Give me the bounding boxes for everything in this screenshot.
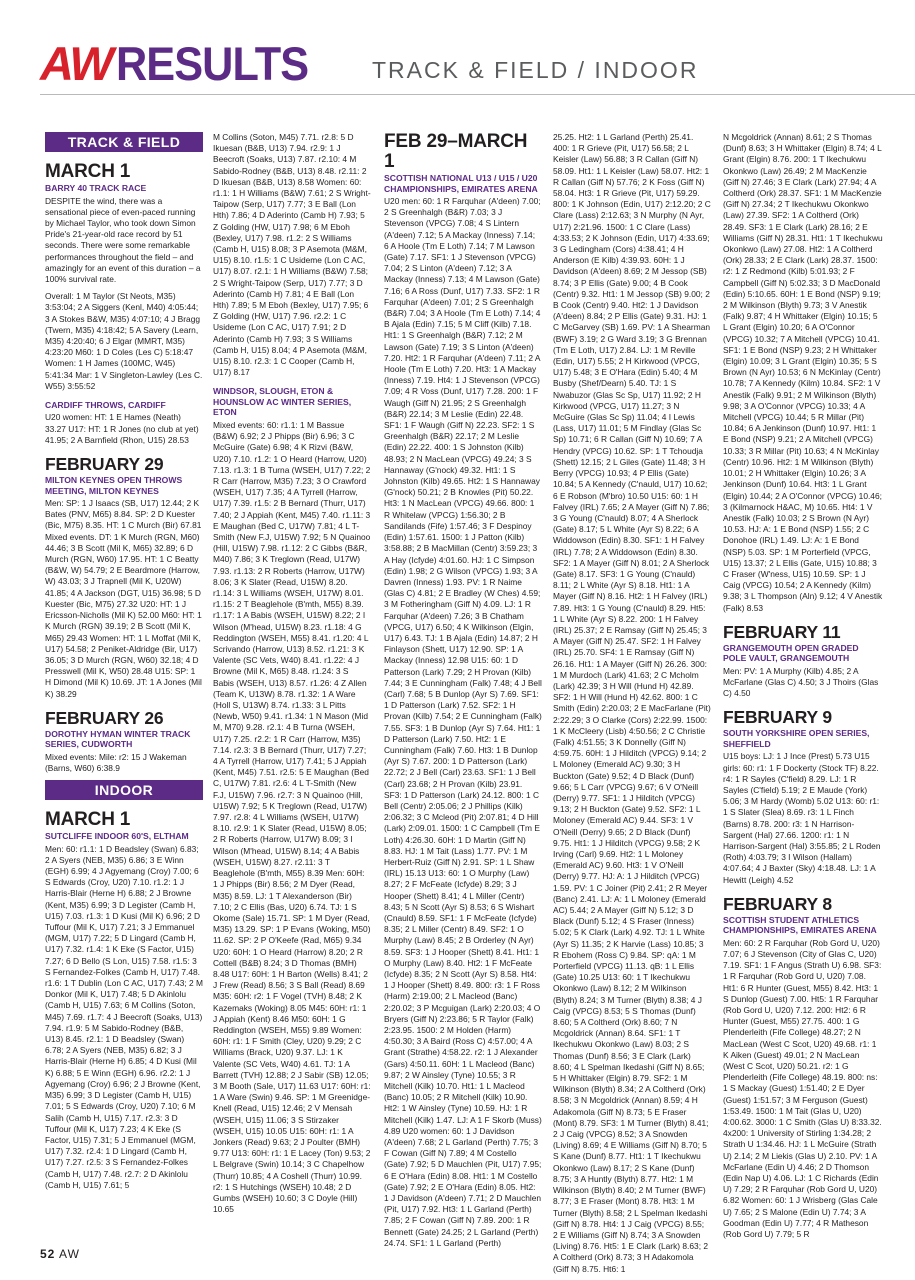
section-title: TRACK & FIELD / INDOOR xyxy=(372,57,699,83)
event-title: BARRY 40 TRACK RACE xyxy=(45,183,147,193)
date-heading: FEBRUARY 8 xyxy=(723,893,832,914)
page-folio xyxy=(40,1247,80,1261)
date-heading: FEBRUARY 26 xyxy=(45,707,164,728)
band-indoor: INDOOR xyxy=(45,780,203,800)
header-divider xyxy=(40,94,915,95)
column-4 xyxy=(553,132,711,1274)
event-results-continued: N Mcgoldrick (Annan) 8.61; 2 S Thomas (Dunf) 8.63; 3 H Whittaker (Elgin) 8.74; 4 L Grant (Elgin) 8.76. 200: 1 T Ikechukwu Okonkwo (Law) 26.49; 2 M MacKenzie (Giff N) 27.46; 3 E Clark (Lark) 27.94; 4 A Coltherd (Ork) 28.37. SF1: 1 M MacKenzie (Giff N) 27.34; 2 T Ikechukwu Okonkwo (Law) 27.39. SF2: 1 A Coltherd (Ork) 28.49. SF3: 1 E Clark (Lark) 28.16; 2 E Williams (Giff N) 28.31. Ht1: 1 T Ikechukwu Okonkwo (Law) 27.08. Ht2: 1 A Coltherd (Ork) 28.33; 2 E Clark (Lark) 28.37. 1500: r2: 1 Z Redmond (Kilb) 5:01.93; 2 F Campbell (Giff N) 5:02.33; 3 D MacDonald (Edin) 5:10.65. 60H: 1 E Bond (NSP) 9.19; 2 M Wilkinson (Blyth) 9.73; 3 V Anestik (Falk) 9.87; 4 H Whittaker (Elgin) 10.15; 5 L Grant (Elgin) 10.20; 6 A O'Connor (VPCG) 10.32; 7 A Mitchell (VPCG) 10.41. SF1: 1 E Bond (NSP) 9.23; 2 H Whittaker (Elgin) 10.09; 3 L Grant (Elgin) 10.35; 5 S Brown (N Ayr) 10.53; 6 N McKinlay (Centr) 10.78; 7 A Kennedy (Kilm) 10.84. SF2: 1 V Anestik (Falk) 9.91; 2 M Wilkinson (Blyth) 9.98; 3 A O'Connor (VPCG) 10.33; 4 A Mitchell (VPCG) 10.44; 5 R Millar (Pit) 10.84; 6 A Jenkinson (Dunf) 10.97. Ht1: 1 E Bond (NSP) 9.21; 2 A Mitchell (VPCG) 10.33; 3 R Millar (Pit) 10.63; 4 N McKinlay (Centr) 10.96. Ht2: 1 M Wilkinson (Blyth) 10.01; 2 H Whittaker (Elgin) 10.26; 3 A Jenkinson (Dunf) 10.64. Ht3: 1 L Grant (Elgin) 10.44; 2 A O'Connor (VPCG) 10.46; 3 (Kilmarnock H&AC, M) 10.65. Ht4: 1 V Anestik (Falk) 10.03; 2 S Brown (N Ayr) 10.53. HJ: A: 1 E Bond (NSP) 1.55; 2 C Donohoe (IRL) 1.49. LJ: A: 1 E Bond (NSP) 5.03. SP: 1 M Porterfield (VPCG, U15) 13.37; 2 L Ellis (Gate, U15) 10.88; 3 C Fraser (W'ness, U15) 10.59. SP: 1 J Caig (VPCG) 10.54; 2 A Kennedy (Kilm) 9.38; 3 L Thompson (Aln) 9.12; 4 V Anestik (Falk) 8.53 xyxy=(723,132,883,613)
band-track-field: TRACK & FIELD xyxy=(45,132,203,152)
page-number: 52 xyxy=(40,1247,56,1261)
event-title: SCOTTISH STUDENT ATHLETICS CHAMPIONSHIPS, EMIRATES ARENA xyxy=(723,914,877,936)
column-5 xyxy=(723,132,883,1242)
logo-results: RESULTS xyxy=(115,37,308,90)
event-results: Overall: 1 M Taylor (St Neots, M35) 3:53:04; 2 A Siggers (Kenl, M40) 4:05:44; 3 A Stokes B&W, M35) 4:07:10; 4 J Bragg (Twern, M35) 4:18:42; 5 A Savery (Learn, M35) 4:20:40; 6 J Elgar (MMRT, M35) 4:23:20 M60: 1 D Coles (Les C) 5:18:47 Women: 1 H James (100MC, W45) 5:41:34 Mar: 1 V Singleton-Lawley (Les C. W55) 3:55:52 xyxy=(45,291,203,391)
column-1 xyxy=(45,132,203,1242)
event-results: U20 men: 60: 1 R Farquhar (A'deen) 7.00; 2 S Greenhalgh (B&R) 7.03; 3 J Stevenson (VPCG) 7.08; 4 S Lintern (A'deen) 7.12; 5 A Mackay (Inness) 7.14; 6 A Hoole (Tm E Loth) 7.14; 7 M Lawson (Gate) 7.17. SF1: 1 J Stevenson (VPCG) 7.04; 2 S Linton (A'deen) 7.12; 3 A Mackay (Inness) 7.13; 4 M Lawson (Gate) 7.16; 6 A Ross (Dunf, U17) 7.33. SF2: 1 R Farquhar (A'deen) 7.01; 2 S Greenhalgh (B&R) 7.04; 3 A Hoole (Tm E Loth) 7.14; 4 B Ajala (Edin) 7.15; 5 M Cliff (Kilb) 7.18. Ht1: 1 S Greenhalgh (B&R) 7.12; 2 M Lawson (Gate) 7.19; 3 S Linton (A'deen) 7.20. Ht2: 1 R Farquhar (A'deen) 7.11; 2 A Hoole (Tm E Loth) 7.20. Ht3: 1 A Mackay (Inness) 7.19. Ht4: 1 J Stevenson (VPCG) 7.09; 4 R Voss (Dunf, U17) 7.28. 200: 1 F Waugh (Giff N) 21.95; 2 S Greenhalgh (B&R) 22.14; 3 M Leslie (Edin) 22.48. SF1: 1 F Waugh (Giff N) 22.23. SF2: 1 S Greenhalgh (B&R) 22.17; 2 M Leslie (Edin) 22.22. 400: 1 S Johnston (Kilb) 48.93; 2 N MacLean (VPCG) 49.24; 3 S Hannaway (G'nock) 49.32. Ht1: 1 S Johnston (Kilb) 49.65. Ht2: 1 S Hannaway (G'nock) 50.21; 2 B Knowles (Pit) 50.22. Ht3: 1 N MacLean (VPCG) 49.66. 800: 1 R Whitelaw (VPCG) 1:56.30; 2 B Sandilands (Fife) 1:57.46; 3 F Despinoy (Edin) 1:57.61. 1500: 1 J Patton (Kilb) 3:58.88; 2 B MacMillan (Centr) 3:59.23; 3 A Hay (Icfyde) 4:01.60. HJ: 1 C Simpson (Edin) 1.98; 2 G Wilson (VPCG) 1.93; 3 A Davren (Inness) 1.93. PV: 1 R Naime (Glas C) 4.81; 2 E Bradley (W Ches) 4.59; 3 M Fotheringham (Giff N) 4.09. LJ: 1 R Farquhar (A'deen) 7.26; 3 B Chatham (VPCG, U17) 6.50; 4 K Wilkinson (Elgin, U17) 6.43. TJ: 1 B Ajala (Edin) 14.87; 2 H Finlayson (Shett, U17) 12.90. SP: 1 A Mackay (Inness) 12.98 U15: 60: 1 D Patterson (Lark) 7.29; 2 H Provan (Kilb) 7.44; 3 E Cunningham (Falk) 7.48; 4 J Bell (Carl) 7.68; 5 B Dunlop (Ayr S) 7.69. SF1: 1 D Patterson (Lark) 7.52. SF2: 1 H Provan (Kilb) 7.54; 2 E Cunningham (Falk) 7.55. SF3: 1 B Dunlop (Ayr S) 7.64. Ht1: 1 D Patterson (Lark) 7.50. Ht2: 1 E Cunningham (Falk) 7.60. Ht3: 1 B Dunlop (Ayr S) 7.67. 200: 1 D Patterson (Lark) 22.72; 2 J Bell (Carl) 23.63. SF1: 1 J Bell (Carl) 23.68; 2 H Provan (Kilb) 23.91. SF3: 1 D Patterson (Lark) 24.12. 800: 1 C Bell (Centr) 2:05.06; 2 J Phillips (Kilk) 2:06.32; 3 C Mcleod (Pit) 2:07.81; 4 D Hill (Lark) 2:09.01. 1500: 1 C Campbell (Tm E Loth) 4:26.30. 60H: 1 D Martin (Giff N) 8.83. HJ: 1 M Tait (Lass) 1.77. PV: 1 M Herbert-Ruiz (Giff N) 2.91. SP: 1 L Shaw (IRL) 15.13 U13: 60: 1 O Murphy (Law) 8.27; 2 F McFeate (Icfyde) 8.29; 3 J Hooper (Shett) 8.41; 4 L Miller (Centr) 8.43; 5 N Scott (Ayr S) 8.53; 6 S Wishart (Cnauld) 8.59. SF1: 1 F McFeate (Icfyde) 8.35; 2 L Miller (Centr) 8.49. SF2: 1 O Murphy (Law) 8.45; 2 B Orderley (N Ayr) 8.59. SF3: 1 J Hooper (Shett) 8.41. Ht1: 1 O Murphy (Law) 8.40. Ht2: 1 F McFeate (Icfyde) 8.35; 2 N Scott (Ayr S) 8.58. Ht4: 1 J Hooper (Shett) 8.49. 800: r3: 1 F Ross (Harm) 2:19.00; 2 L Macleod (Banc) 2:20.02; 3 P Mcguigan (Lark) 2:20.03; 4 O Bryers (Giff N) 2:23.86; 5 R Taylor (Falk) 2:23.95. 1500: 2 M Holden (Harm) 4:50.30; 3 A Baird (Ross C) 4:57.00; 4 A Grant (Strathe) 4:58.22. r2: 1 J Alexander (Gars) 4:50.11. 60H: 1 L Macleod (Banc) 9.87; 2 W Ainsley (Tyne) 10.55; 3 R Mitchell (Kilk) 10.70. Ht1: 1 L Macleod (Banc) 10.05; 2 R Mitchell (Kilk) 10.90. Ht2: 1 W Ainsley (Tyne) 10.59. HJ: 1 R Mitchell (Kilk) 1.47. LJ: A 1 F Skorb (Muss) 4.89 U20 women: 60: 1 J Davidson (A'deen) 7.68; 2 L Garland (Perth) 7.75; 3 F Cowan (Giff N) 7.89; 4 M Costello (Gate) 7.92; 5 D Mauchlen (Pit, U17) 7.95; 6 E O'Hara (Edin) 8.08. Ht1: 1 M Costello (Gate) 7.92; 2 E O'Hara (Edin) 8.05. Ht2: 1 J Davidson (A'deen) 7.71; 2 D Mauchlen (Pit, U17) 7.92. Ht3: 1 L Garland (Perth) 7.85; 2 F Cowan (Giff N) 7.89. 200: 1 R Bennett (Gate) 24.25; 2 L Garland (Perth) 24.74. SF1: 1 L Garland (Perth) xyxy=(384,196,542,1248)
event-title: SCOTTISH NATIONAL U13 / U15 / U20 CHAMPIONSHIPS, EMIRATES ARENA xyxy=(384,173,538,194)
event-results: Men: SP: 1 J Isaacs (SB, U17) 12.44; 2 K Bates (PNV, M65) 8.84. SP: 2 D Kuester (Bic, M75) 8.35. HT: 1 C Murch (Bir) 67.81 Mixed events. DT: 1 K Murch (RGN, M60) 44.46; 3 B Scott (Mil K, M65) 32.89; 6 D Murch (RGN, W60) 17.95. HT: 1 C Beatty (B&W, W) 54.79; 2 E Beardmore (Harrow, W) 43.03; 3 J Trapnell (Mil K, U20W) 41.85; 4 A Jackson (DGT, U15) 36.98; 5 D Kuester (Bic, M75) 27.32 U20: HT: 1 J Ericsson-Nicholls (Mil K) 52.00 M60: HT: 1 K Murch (RGN) 39.19; 2 B Scott (Mil K, M65) 29.43 Women: HT: 1 L Moffat (Mil K, U17) 54.58; 2 Peniket-Aldridge (Bir, U17) 36.05; 3 D Murch (RGN, W60) 32.18; 4 D Presswell (Mil K, W50) 28.48 U15: SP: 1 H Dimond (Mil K) 10.69. JT: 1 A Jones (Mil K) 38.29 xyxy=(45,498,202,699)
event-results: Men: 60: r1.1: 1 D Beadsley (Swan) 6.83; 2 A Syers (NEB, M35) 6.86; 3 E Winn (EGH) 6.99; 4 J Agyemang (Croy) 7.00; 6 S Edwards (Croy, U20) 7.10. r1.2: 1 J Harris-Blair (Herne H) 6.88; 2 J Browne (Kent, M35) 6.99; 3 D Legister (Camb H, U15) 7.03. r1.3: 1 D Kusi (Mil K) 6.96; 2 D Tuffour (Mil K, U17) 7.21; 3 J Emmanuel (MGM, U17) 7.22; 5 D Lingard (Camb H, U17) 7.32. r1.4: 1 K Eke (S Factor, U15) 7.27; 6 D Bello (S Lon, U15) 7.58. r1.5: 3 S Fernandez-Folkes (Camb H, U17) 7.48. r1.6: 1 T Dublin (Lon C AC, U17) 7.43; 2 M Donkor (Mil K, U17) 7.48; 5 D Akinlolu (Camb H, U15) 7.63; 6 M Collins (Soton, M45) 7.69. r1.7: 4 J Beecroft (Soaks, U13) 7.94. r1.9: 5 M Sabido-Rodney (B&B, U13) 8.45. r2.1: 1 D Beadsley (Swan) 6.78; 2 A Syers (NEB, M35) 6.82; 3 J Harris-Blair (Herne H) 6.85; 4 D Kusi (Mil K) 6.88; 5 E Winn (EGH) 6.96. r2.2: 1 J Agyemang (Croy) 6.96; 2 J Browne (Kent, M35) 6.99; 3 D Legister (Camb H, U15) 7.01; 5 S Edwards (Croy, U20) 7.10; 6 M Salih (Camb H, U15) 7.17. r2.3: 3 D Tuffour (Mil K, U17) 7.23; 4 K Eke (S Factor, U15) 7.31; 5 J Emmanuel (MGM, U17) 7.32. r2.4: 1 D Lingard (Camb H, U17) 7.27. r2.5: 3 S Fernandez-Folkes (Camb H, U17) 7.48. r2.7: 2 D Akinlolu (Camb H, U15) 7.61; 5 xyxy=(45,843,203,1190)
event-results: Men: PV: 1 A Murphy (Kilb) 4.85; 2 A McFarlane (Glas C) 4.50; 3 J Thoirs (Glas C) 4.50 xyxy=(723,665,879,699)
event-results: Men: 60: 2 R Farquhar (Rob Gord U, U20) 7.07; 6 J Stevenson (City of Glas C, U20) 7.19. SF1: 1 F Angus (Strath U) 6.98. SF3: 1 R Farquhar (Rob Gord U, U20) 7.08. Ht1: 6 R Hunter (Guest, M55) 8.42. Ht3: 1 S Dunlop (Guest) 7.00. Ht5: 1 R Farquhar (Rob Gord U, U20) 7.12. 200: Ht2: 6 R Hunter (Guest, M55) 27.75. 400: 1 G Plenderleith (Fife College) 48.27; 2 N MacLean (West C Scot, U20) 49.68. r1: 1 K Aiken (Guest) 49.01; 2 N MacLean (West C Scot, U20) 50.21. r2: 1 G Plenderleith (Fife College) 48.19. 800: ns: 1 S Mackay (Guest) 1:51.40; 2 E Dyer (Guest) 1:51.57; 3 M Ferguson (Guest) 1:53.49. 1500: 1 M Tait (Glas U, U20) 4:00.62. 3000: 1 C Smith (Glas U) 8:33.32. 4x200: 1 University of Stirling 1:34.28; 2 Strath U 1:34.46. HJ: 1 L McGuire (Strath U) 2.14; 2 M Liekis (Glas U) 2.10. PV: 1 A McFarlane (Edin U) 4.46; 2 D Thomson (Edin Nap U) 4.06. LJ: 1 C Richards (Edin U) 7.29; 2 R Farquhar (Rob Gord U, U20) 6.82 Women: 60: 1 J Wrisberg (Glas Cale U) 7.65; 2 S Malone (Edin U) 7.74; 3 A Goodman (Edin U) 7.77; 4 R Matheson (Rob Gord U) 7.79; 5 R xyxy=(723,937,882,1240)
date-heading: FEB 29–MARCH 1 xyxy=(384,131,528,172)
column-2 xyxy=(213,132,371,1242)
date-heading: FEBRUARY 29 xyxy=(45,454,164,475)
event-results: Mixed events: 60: r1.1: 1 M Bassue (B&W) 6.92; 2 J Phipps (Bir) 6.96; 3 C McGuire (Gate) 6.98; 4 K Rizvi (B&W, U20) 7.10. r1.2: 1 O Heard (Harrow, U20) 7.13. r1.3: 1 B Turna (WSEH, U17) 7.22; 2 R Carr (Harrow, M35) 7.23; 3 O Crawford (WSEH, U17) 7.35; 4 A Tyrrell (Harrow, U17) 7.39. r1.5: 2 B Bernard (Thurr, U17) 7.40; 2 J Appiah (Kent, M45) 7.40. r1.11: 3 E Maughan (Bed C, U17W) 7.81; 4 L T-Smith (New F.J, U15W) 7.92; 5 N Quainoo (Hill, U15W) 7.98. r1.12: 2 C Gibbs (B&R, M40) 7.86; 3 K Treglown (Read, U17W) 7.93. r1.13: 2 R Roberts (Harrow, U17W) 8.06; 3 K Slater (Read, U15W) 8.20. r1.14: 3 L Williams (WSEH, U17W) 8.01. r1.15: 2 T Beaglehole (B'mth, M55) 8.39. r1.17: 1 A Babis (WSEH, U15W) 8.22; 2 I Wilson (M'head, U15W) 8.23. r1.18: 4 G Reddington (WSEH, M55) 8.41. r1.20: 4 L Scrivando (Harrow, U13) 8.52. r1.21: 3 K Valente (SC Vets, W40) 8.41. r1.22: 4 J Browne (Mil K, M65) 8.48. r1.24: 3 S Babis (WSEH, U13) 8.57. r1.26: 4 Z Allen (Team K, U13W) 8.78. r1.32: 1 A Ware (Holl S, U13W) 8.74. r1.33: 3 L Pitts (Newb, W50) 9.41. r1.34: 1 N Mason (Mid M, M70) 9.28. r2.1: 4 B Turna (WSEH, U17) 7.25. r2.2: 1 R Carr (Harrow, M35) 7.14. r2.3: 3 B Bernard (Thurr, U17) 7.27; 4 A Tyrrell (Harrow, U17) 7.41; 5 J Appiah (Kent, M45) 7.51. r2.5: 5 E Maughan (Bed C, U17W) 7.81. r2.6: 4 L T-Smith (New F.J, U15W) 7.96. r2.7: 3 N Quainoo (Hill, U15W) 7.92; 5 K Treglown (Read, U17W) 7.97. r2.8: 4 L Williams (WSEH, U17W) 8.10. r2.9: 1 K Slater (Read, U15W) 8.05; 2 R Roberts (Harrow, U17W) 8.09; 3 I Wilson (M'head, U15W) 8.14; 4 A Babis (WSEH, U15W) 8.27. r2.11: 3 T Beaglehole (B'mth, M55) 8.39 Men: 60H: 1 J Phipps (Bir) 8.56; 2 M Dyer (Read, M35) 8.59. LJ: 1 T Alexanderson (Bir) 7.10; 2 C Ellis (Bas, U20) 6.74. TJ: 1 S Okome (Sale) 15.71. SP: 1 M Dyer (Read, M35) 13.29. SP: 1 P Evans (Woking, M50) 11.62. SP: 2 P O'Keefe (Rad, M65) 9.34 U20: 60H: 1 O Heard (Harrow) 8.20; 2 R Cottell (B&B) 8.24; 3 D Thomas (BMH) 8.48 U17: 60H: 1 H Barton (Wells) 8.41; 2 J Frew (Read) 8.56; 3 S Ball (Read) 8.69 M35: 60H: r2: 1 F Vogel (TVH) 8.48; 2 K Kazemaks (Woking) 8.05 M45: 60H: r1: 1 J Appiah (Kent) 8.46 M50: 60H: 1 G Reddington (WSEH, M55) 9.89 Women: 60H: r1: 1 F Smith (Cley, U20) 9.29; 2 C Williams (Brack, U20) 9.37. LJ: 1 K Valente (SC Vets, W40) 4.61. TJ: 1 A Barrett (TVH) 12.88; 2 J Sabir (SB) 12.05; 3 M Booth (Sale, U17) 11.63 U17: 60H: r1: 1 A Ware (Swin) 9.46. SP: 1 M Greenidge-Knell (Read, U15) 12.46; 2 V Mensah (WSEH, U15) 11.06; 3 S Stirzaker (WSEH, U15) 10.05 U15: 60H: r1: 1 A Jonkers (Read) 9.63; 2 J Poulter (BMH) 9.77 U13: 60H: r1: 1 E Lacey (Ton) 9.53; 2 L Belgrave (Swin) 10.14; 3 C Chapelhow (Thurr) 10.85; 4 A Coshell (Thurr) 10.99. r2: 1 S Hutchings (WSEH) 10.48; 2 D Gumbs (WSEH) 10.60; 3 C Doyle (Hill) 10.65 xyxy=(213,419,371,1215)
event-title: WINDSOR, SLOUGH, ETON & HOUNSLOW AC WINTER SERIES, ETON xyxy=(213,386,352,418)
aw-results-logo xyxy=(40,37,325,90)
event-results-continued: M Collins (Soton, M45) 7.71. r2.8: 5 D Ikuesan (B&B, U13) 7.94. r2.9: 1 J Beecroft (Soaks, U13) 7.87. r2.10: 4 M Sabido-Rodney (B&B, U13) 8.48. r2.11: 2 D Ikuesan (B&B, U13) 8.58 Women: 60: r1.1: 1 H Williams (B&W) 7.61; 2 S Wright-Taipow (Serp, U17) 7.77; 3 E Ball (Lon Hth) 7.86; 4 D Aderinto (Camb H) 7.93; 5 Z Golding (HW, U17) 7.98; 6 M Eboh (Bexley, U17) 7.98. r1.2: 2 S Williams (Camb H, U15) 8.08; 3 P Asemota (M&M, U15) 8.10. r1.5: 1 C Usideme (Lon C AC, U17) 8.07. r2.1: 1 H Williams (B&W) 7.58; 2 S Wright-Taipow (Serp, U17) 7.77; 3 D Aderinto (Camb H) 7.81; 4 E Ball (Lon Hth) 7.89; 5 M Eboh (Bexley, U17) 7.95; 6 Z Golding (HW, U17) 7.96. r2.2: 1 C Usideme (Lon C AC, U17) 7.91; 2 D Aderinto (Camb H) 7.93; 3 S Williams (Camb H, U15) 8.04; 4 P Asemota (M&M, U15) 8.10. r2.3: 1 C Cooper (Camb H, U17) 8.17 xyxy=(213,132,371,378)
page-header xyxy=(0,0,915,110)
event-results-continued: 25.25. Ht2: 1 L Garland (Perth) 25.41. 400: 1 R Grieve (Pit, U17) 56.58; 2 L Keisler (Law) 56.88; 3 R Callan (Giff N) 58.09. Ht1: 1 L Keisler (Law) 58.07. Ht2: 1 R Callan (Giff N) 57.76; 2 K Foss (Giff N) 58.04. Ht3: 1 R Grieve (Pit, U17) 59.29. 800: 1 K Johnson (Edin, U17) 2:12.20; 2 C Clare (Lass) 2:12.63; 3 N Murphy (N Ayr, U17) 2:21.96. 1500: 1 C Clare (Lass) 4:33.53; 2 K Johnson (Edin, U17) 4:33.69; 3 G Ledingham (Cors) 4:38.41; 4 H Anderson (E Kilb) 4:39.93. 60H: 1 J Davidson (A'deen) 8.69; 2 M Jessop (SB) 8.74; 3 P Ellis (Gate) 9.00; 4 B Cook (Centr) 9.32. Ht1: 1 M Jessop (SB) 9.00; 2 B Cook (Centr) 9.40. Ht2: 1 J Davidson (A'deen) 8.84; 2 P Ellis (Gate) 9.31. HJ: 1 C McGarvey (SB) 1.69. PV: 1 A Shearman (BWF) 3.19; 2 G Ward 3.19; 3 G Brennan (Tm E Loth, U17) 2.84. LJ: 1 M Reville (Edin, U17) 5.55; 2 H Kirkwood (VPCG, U17) 5.48; 3 E O'Hara (Edin) 5.40; 4 M Busby (Shef/Dearn) 5.40. TJ: 1 S Nwabuzor (Glas Sc Sp, U17) 11.92; 2 H Kirkwood (VPCG, U17) 11.27; 3 N McGuire (Glas Sc Sp) 11.04; 4 I Lewis (Lass, U17) 11.01; 5 M Findlay (Glas Sc Sp) 10.71; 6 R Callan (Giff N) 10.69; 7 A Hendry (VPCG) 10.62. SP: 1 T Tchoudja (Shett) 12.15; 2 L Giles (Gate) 11.48; 3 H Berry (VPCG) 10.93; 4 P Ellis (Gate) 10.84; 5 A Kennedy (C'nauld, U17) 10.62; 6 E Robson (M'bro) 10.50 U15: 60: 1 H Falvey (IRL) 7.65; 2 A Mayer (Giff N) 7.86; 3 G Young (C'nauld) 8.07; 4 A Sherlock (Gate) 8.17; 5 L White (Ayr S) 8.22; 6 A Widdowson (Edin) 8.30. SF1: 1 H Falvey (IRL) 7.78; 2 A Widdowson (Edin) 8.30. SF2: 1 A Mayer (Giff N) 8.01; 2 A Sherlock (Gate) 8.17. SF3: 1 G Young (C'nauld) 8.11; 2 L White (Ayr S) 8.18. Ht1: 1 A Mayer (Giff N) 8.16. Ht2: 1 H Falvey (IRL) 7.89. Ht3: 1 G Young (C'nauld) 8.29. Ht5: 1 L White (Ayr S) 8.22. 200: 1 H Falvey (IRL) 25.37; 2 E Ramsay (Giff N) 25.45; 3 A Mayer (Giff N) 25.47. SF2: 1 H Falvey (IRL) 25.70. SF4: 1 E Ramsay (Giff N) 26.16. Ht1: 1 A Mayer (Giff N) 26.26. 300: 1 M Murdoch (Lark) 41.63; 2 C Mcholm (Lark) 42.39; 3 H Will (Hund H) 42.89. SF2: 1 H Will (Hund H) 42.62. 800: 1 C Smith (Edin) 2:20.03; 2 E MacFarlane (Pit) 2:22.29; 3 O Clarke (Cors) 2:22.99. 1500: 1 K McCleery (Lisb) 4:50.56; 2 C Christie (Falk) 4:51.55; 3 K Donnelly (Giff N) 4:59.75. 60H: 1 J Hilditch (VPCG) 9.14; 2 L Moloney (Emerald AC) 9.30; 3 H Buckton (Gate) 9.52; 4 D Black (Dunf) 9.66; 5 L Carr (VPCG) 9.67; 6 V O'Neill (Derry) 9.77. SF1: 1 J Hilditch (VPCG) 9.13; 2 H Buckton (Gate) 9.52. SF2: 1 L Moloney (Emerald AC) 9.44. SF3: 1 V O'Neill (Derry) 9.65; 2 D Black (Dunf) 9.75. Ht1: 1 J Hilditch (VPCG) 9.58; 2 K Irving (Carl) 9.69. Ht2: 1 L Moloney (Emerald AC) 9.60. Ht3: 1 V O'Neill (Derry) 9.77. HJ: A: 1 J Hilditch (VPCG) 1.59. PV: 1 C Joiner (Pit) 2.41; 2 R Meyer (Banc) 2.41. LJ: A: 1 L Moloney (Emerald AC) 5.44; 2 A Mayer (Giff N) 5.12; 3 D Black (Dunf) 5.12; 4 S Fraser (Inness) 5.02; 5 K Clark (Lark) 4.92. TJ: 1 L White (Ayr S) 11.35; 2 K Harvie (Lass) 10.85; 3 R Ebohem (Ross C) 9.84. SP: qA: 1 M Porterfield (VPCG) 11.13. qB: 1 L Ellis (Gate) 10.25 U13: 60: 1 T Ikechukwu Okonkwo (Law) 8.12; 2 M Wilkinson (Blyth) 8.24; 3 M Turner (Blyth) 8.38; 4 J Caig (VPCG) 8.53; 5 S Thomas (Dunf) 8.60; 5 A Coltherd (Ork) 8.60; 7 N Mcgoldrick (Annan) 8.64. SF1: 1 T Ikechukwu Okonkwo (Law) 8.03; 2 S Thomas (Dunf) 8.56; 3 E Clark (Lark) 8.60; 4 L Spelman Ikedashi (Giff N) 8.65; 5 H Whittaker (Elgin) 8.79. SF2: 1 M Wilkinson (Blyth) 8.34; 2 A Coltherd (Ork) 8.58; 3 N Mcgoldrick (Annan) 8.59; 4 H Adakomola (Giff N) 8.73; 5 E Fraser (Mont) 8.79. SF3: 1 M Turner (Blyth) 8.41; 2 J Caig (VPCG) 8.52; 3 A Snowden (Living) 8.69; 4 E Williams (Giff N) 8.70; 5 S Kane (Dunf) 8.77. Ht1: 1 T Ikechukwu Okonkwo (Law) 8.17; 2 S Kane (Dunf) 8.75; 3 A Huntly (Blyth) 8.77. Ht2: 1 M Wilkinson (Blyth) 8.40; 2 M Turner (BWF) 8.77; 3 E Fraser (Mont) 8.78. Ht3: 1 M Turner (Blyth) 8.58; 2 L Spelman Ikedashi (Giff N) 8.78. Ht4: 1 J Caig (VPCG) 8.55; 2 E Williams (Giff N) 8.74; 3 A Snowden (Living) 8.76. Ht5: 1 E Clark (Lark) 8.63; 2 A Coltherd (Ork) 8.73; 3 H Adakomola (Giff N) 8.75. Ht6: 1 xyxy=(553,132,711,1274)
date-heading: FEBRUARY 11 xyxy=(723,621,841,642)
magazine-name: AW xyxy=(59,1247,80,1261)
date-heading: FEBRUARY 9 xyxy=(723,707,832,728)
event-results: U15 boys: LJ: 1 J Ince (Prest) 5.73 U15 girls: 60: r1: 1 F Dockerty (Stock TF) 8.22. r4: 1 R Sayles (C'field) 8.29. LJ: 1 R Sayles (C'field) 5.19; 2 E Maude (York) 5.06; 3 M Hardy (Womb) 5.02 U13: 60: r1: 1 S Slater (Slea) 8.69. r3: 1 L Finch (Barns) 8.78. 200: r3: 1 N Harrison-Sargent (Hal) 27.66. 1200: r1: 1 N Harrison-Sargent (Hal) 3:55.85; 2 L Roden (Roth) 4:03.79; 3 I Wilson (Hallam) 4:07.64; 4 J Baxter (Sky) 4:18.48. LJ: 1 A Hewitt (Leigh) 4.52 xyxy=(723,751,881,885)
date-heading: MARCH 1 xyxy=(45,809,131,831)
column-3 xyxy=(384,131,542,1248)
date-heading: MARCH 1 xyxy=(45,161,131,182)
event-title: DOROTHY HYMAN WINTER TRACK SERIES, CUDWORTH xyxy=(45,728,191,750)
event-title: CARDIFF THROWS, CARDIFF xyxy=(45,399,166,410)
logo-aw: AW xyxy=(40,37,112,90)
event-title: SUTCLIFFE INDOOR 60'S, ELTHAM xyxy=(45,831,189,842)
event-title: MILTON KEYNES OPEN THROWS MEETING, MILTON KEYNES xyxy=(45,475,183,496)
event-results: Mixed events: Mile: r2: 15 J Wakeman (Barns, W60) 6:38.9 xyxy=(45,751,187,773)
event-title: SOUTH YORKSHIRE OPEN SERIES, SHEFFIELD xyxy=(723,728,870,749)
event-results: U20 women: HT: 1 E Hames (Neath) 33.27 U17: HT: 1 R Jones (no club at yet) 41.95; 2 A Barnfield (Rhon, U15) 28.53 xyxy=(45,412,199,445)
event-title: GRANGEMOUTH OPEN GRADED POLE VAULT, GRANGEMOUTH xyxy=(723,642,859,664)
event-intro: DESPITE the wind, there was a sensational piece of even-paced running by Michael Taylor, who took down Simon Pride's 21-year-old race record by 51 seconds. There were some remarkable performances throughout the field – and amazingly for an event of this duration – a 100% survival rate. xyxy=(45,195,201,284)
